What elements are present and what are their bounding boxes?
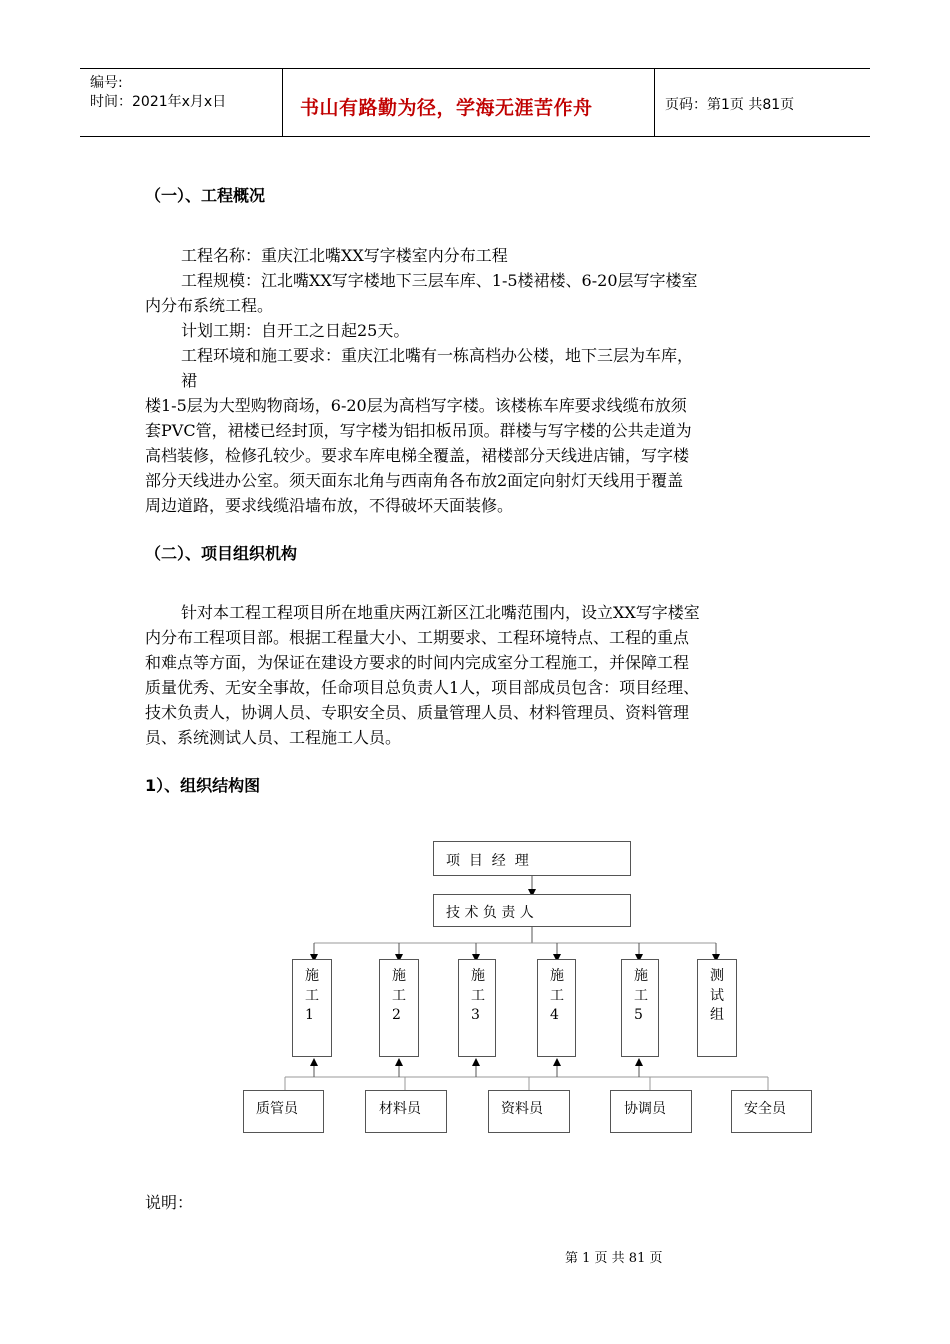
paragraph-line: 内分布工程项目部。根据工程量大小、工期要求、工程环境特点、工程的重点 (145, 628, 690, 647)
box-label: 1 (305, 1007, 314, 1023)
box-label: 技 术 负 责 人 (446, 905, 534, 921)
box-label: 试 (710, 988, 724, 1004)
box-label: 项 目 经 理 (446, 853, 529, 869)
box-label: 资料员 (501, 1101, 543, 1117)
box-label: 4 (550, 1007, 559, 1023)
box-label: 2 (392, 1007, 401, 1023)
staff-box (610, 1090, 692, 1133)
box-label: 工 (550, 988, 564, 1004)
box-label: 组 (710, 1007, 724, 1023)
box-label: 工 (392, 988, 406, 1004)
page-indicator: 页码：第1页 共81页 (665, 97, 795, 113)
paragraph-line: 针对本工程工程项目所在地重庆两江新区江北嘴范围内，设立XX写字楼室 (181, 603, 700, 622)
project-manager-box (433, 841, 631, 876)
box-label: 施 (392, 968, 406, 984)
paragraph-line: 楼1-5层为大型购物商场，6-20层为高档写字楼。该楼栋车库要求线缆布放须 (145, 396, 687, 415)
paragraph-line: 计划工期：自开工之日起25天。 (181, 321, 410, 340)
document-date: 时间：2021年x月x日 (90, 94, 227, 110)
section-title: （二）、项目组织机构 (145, 544, 298, 563)
paragraph-line: 工程名称：重庆江北嘴XX写字楼室内分布工程 (181, 246, 508, 265)
paragraph-line: 套PVC管，裙楼已经封顶，写字楼为铝扣板吊顶。群楼与写字楼的公共走道为 (145, 421, 692, 440)
paragraph-line: 技术负责人，协调人员、专职安全员、质量管理人员、材料管理员、资料管理 (145, 703, 690, 722)
note-label: 说明： (145, 1193, 194, 1212)
tech-lead-box (433, 894, 631, 927)
paragraph-line: 周边道路，要求线缆沿墙布放，不得破坏天面装修。 (145, 496, 514, 515)
box-label: 工 (471, 988, 485, 1004)
box-label: 工 (305, 988, 319, 1004)
box-label: 协调员 (624, 1101, 666, 1117)
paragraph-line: 高档装修，检修孔较少。要求车库电梯全覆盖，裙楼部分天线进店铺，写字楼 (145, 446, 690, 465)
team-box (621, 959, 659, 1057)
paragraph-line: 和难点等方面，为保证在建设方要求的时间内完成室分工程施工，并保障工程 (145, 653, 690, 672)
staff-box (243, 1090, 324, 1133)
box-label: 5 (634, 1007, 643, 1023)
box-label: 3 (471, 1007, 480, 1023)
box-label: 施 (550, 968, 564, 984)
paragraph-line: 部分天线进办公室。须天面东北角与西南角各布放2面定向射灯天线用于覆盖 (145, 471, 684, 490)
box-label: 质管员 (256, 1101, 298, 1117)
paragraph-line: 工程规模：江北嘴XX写字楼地下三层车库、1-5楼裙楼、6-20层写字楼室 (181, 271, 698, 290)
document-number: 编号: (90, 75, 123, 91)
team-box (379, 959, 419, 1057)
staff-box (365, 1090, 447, 1133)
test-team-box (697, 959, 737, 1057)
box-label: 工 (634, 988, 648, 1004)
box-label: 施 (471, 968, 485, 984)
team-box (292, 959, 332, 1057)
box-label: 材料员 (379, 1101, 421, 1117)
paragraph-line: 内分布系统工程。 (145, 296, 274, 315)
paragraph-line: 质量优秀、无安全事故，任命项目总负责人1人，项目部成员包含：项目经理、 (145, 678, 700, 697)
box-label: 施 (634, 968, 648, 984)
team-box (458, 959, 496, 1057)
page-footer: 第 1 页 共 81 页 (565, 1251, 663, 1266)
subsection-title: 1）、组织结构图 (145, 776, 261, 795)
team-box (537, 959, 576, 1057)
section-title: （一）、工程概况 (145, 186, 266, 205)
box-label: 安全员 (744, 1101, 786, 1117)
paragraph-line: 员、系统测试人员、工程施工人员。 (145, 728, 402, 747)
motto: 书山有路勤为径，学海无涯苦作舟 (300, 97, 593, 119)
box-label: 施 (305, 968, 319, 984)
box-label: 测 (710, 968, 724, 984)
paragraph-line: 裙 (181, 371, 198, 390)
paragraph-line: 工程环境和施工要求：重庆江北嘴有一栋高档办公楼，地下三层为车库， (181, 346, 694, 365)
staff-box (488, 1090, 570, 1133)
staff-box (731, 1090, 812, 1133)
